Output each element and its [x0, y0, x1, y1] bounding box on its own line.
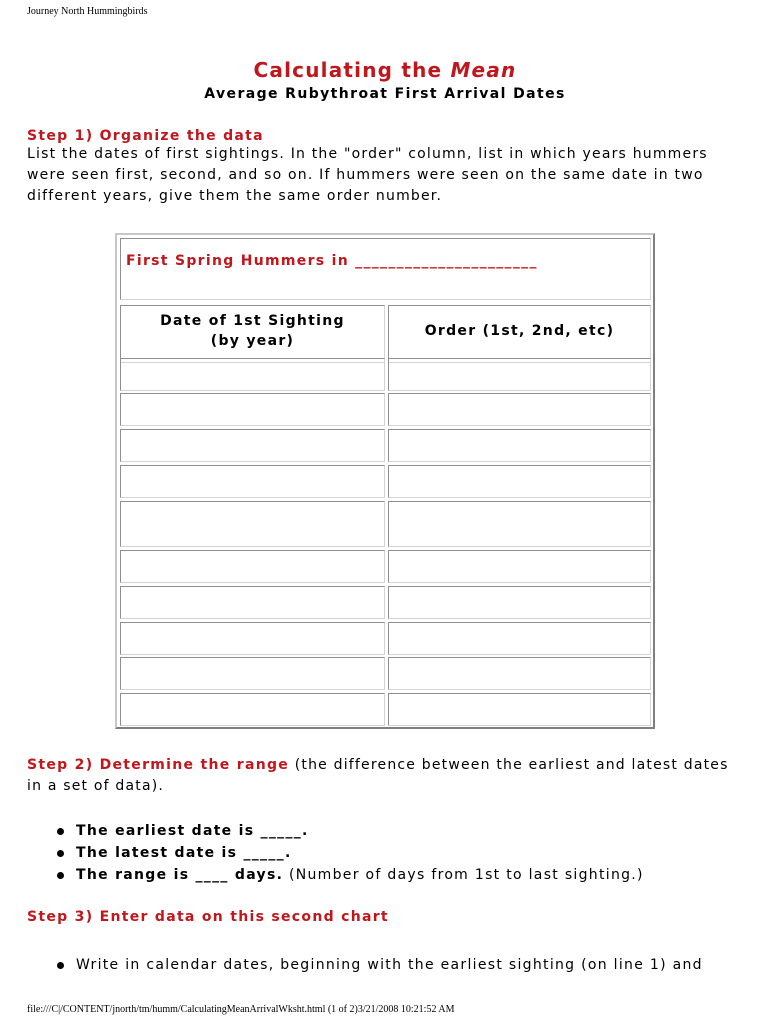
sightings-table — [115, 233, 655, 729]
table-cell-order — [388, 501, 651, 547]
table-header-order — [388, 305, 651, 363]
table-cell-date — [120, 501, 385, 547]
list-item — [55, 954, 703, 976]
step2-section — [27, 755, 747, 797]
bullet-bold: The range is ____ days. — [76, 867, 284, 883]
page-footer: file:///C|/CONTENT/jnorth/tm/humm/CalculatingMeanArrivalWksht.html (1 of 2)3/21/2008 10:21:52 AM — [27, 1004, 455, 1015]
table-caption: First Spring Hummers in ______________________ — [126, 253, 538, 269]
page-title — [0, 58, 770, 82]
step2-heading: Step 2) Determine the range — [27, 757, 290, 773]
step3-bullet-list — [55, 954, 703, 976]
table-cell-date — [120, 429, 385, 462]
table-header-date — [120, 305, 385, 363]
table-cell-order — [388, 550, 651, 583]
table-cell-order — [388, 429, 651, 462]
step2-text: (the difference between the earliest and latest dates in a set of data). — [27, 757, 729, 794]
step1-text: List the dates of first sightings. In the "order" column, list in which years hummers were seen first, second, and so on. If hummers were seen on the same date in two different years, give them the same order number. — [27, 146, 708, 204]
table-caption-cell — [120, 238, 651, 300]
table-cell-date — [120, 358, 385, 391]
list-item — [55, 820, 644, 842]
step3-heading: Step 3) Enter data on this second chart — [27, 909, 389, 925]
table-cell-date — [120, 586, 385, 619]
step2-bullet-list — [55, 820, 644, 886]
table-cell-order — [388, 693, 651, 726]
table-header-order-label: Order (1st, 2nd, etc) — [424, 323, 615, 339]
title-prefix: Calculating the — [253, 58, 451, 82]
table-cell-date — [120, 622, 385, 655]
table-cell-order — [388, 393, 651, 426]
table-header-date-line2: (by year) — [210, 333, 295, 349]
table-cell-order — [388, 586, 651, 619]
table-cell-date — [120, 465, 385, 498]
bullet-icon — [57, 872, 64, 879]
table-cell-date — [120, 693, 385, 726]
bullet-bold: The earliest date is _____. — [76, 823, 309, 839]
bullet-icon — [57, 828, 64, 835]
table-cell-date — [120, 550, 385, 583]
bullet-rest: (Number of days from 1st to last sighting.) — [283, 867, 644, 883]
bullet-icon — [57, 850, 64, 857]
table-cell-date — [120, 657, 385, 690]
table-cell-order — [388, 657, 651, 690]
step1-section — [27, 128, 747, 207]
table-cell-order — [388, 358, 651, 391]
page-subtitle: Average Rubythroat First Arrival Dates — [204, 86, 566, 102]
list-item — [55, 842, 644, 864]
bullet-icon — [57, 962, 64, 969]
table-header-date-line1: Date of 1st Sighting — [160, 313, 345, 329]
title-emphasis: Mean — [450, 58, 517, 82]
table-cell-order — [388, 465, 651, 498]
list-item — [55, 864, 644, 886]
table-cell-order — [388, 622, 651, 655]
page-header: Journey North Hummingbirds — [27, 6, 148, 17]
table-cell-date — [120, 393, 385, 426]
bullet-bold: The latest date is _____. — [76, 845, 292, 861]
step2-paragraph — [27, 755, 747, 797]
step1-heading: Step 1) Organize the data — [27, 128, 264, 144]
bullet-text: Write in calendar dates, beginning with the earliest sighting (on line 1) and — [76, 957, 703, 973]
